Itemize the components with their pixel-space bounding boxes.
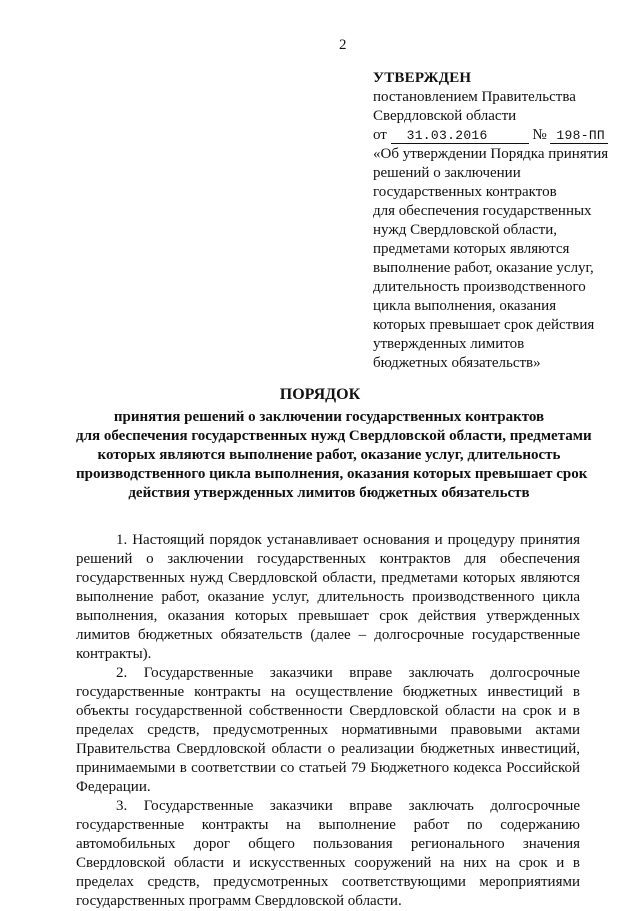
subtitle-line: принятия решений о заключении государственных контрактов xyxy=(113,409,545,425)
approval-line: постановлением Правительства xyxy=(373,89,576,105)
quote-line: бюджетных обязательств» xyxy=(373,355,541,371)
page-number: 2 xyxy=(339,37,347,53)
approval-line: Свердловской области xyxy=(373,108,517,124)
paragraph-3: 3. Государственные заказчики вправе заключать долгосрочные государственные контракты на выполнение работ по содержанию автомобильных дорог общего пользования регионального значения Свердловской области и искусственных сооружений на них на срок и в пределах средств, предусмотренных соответствующими мероприятиями государственных программ Свердловской области. xyxy=(76,798,580,909)
subtitle-line: действия утвержденных лимитов бюджетных обязательств xyxy=(128,485,530,501)
quote-line: утвержденных лимитов xyxy=(373,336,525,352)
quote-line: нужд Свердловской области, xyxy=(373,222,557,238)
date-prefix: от xyxy=(373,127,387,143)
number-prefix: № xyxy=(532,127,547,143)
document-subtitle xyxy=(76,408,592,503)
approval-date-line xyxy=(373,126,623,145)
subtitle-line: производственного цикла выполнения, оказания которых превышает срок xyxy=(76,466,588,482)
document-body xyxy=(76,531,580,911)
quote-line: цикла выполнения, оказания xyxy=(373,298,557,314)
quote-line: решений о заключении xyxy=(373,165,521,181)
approval-heading: УТВЕРЖДЕН xyxy=(373,70,472,86)
approval-number: 198-ПП xyxy=(550,128,608,144)
quote-line: для обеспечения государственных xyxy=(373,203,592,219)
quote-line: «Об утверждении Порядка принятия xyxy=(373,146,609,162)
quote-line: которых превышает срок действия xyxy=(373,317,595,333)
quote-line: предметами которых являются xyxy=(373,241,570,257)
quote-line: выполнение работ, оказание услуг, xyxy=(373,260,594,276)
approval-block xyxy=(373,69,623,373)
document-title: ПОРЯДОК xyxy=(279,386,361,403)
paragraph-2: 2. Государственные заказчики вправе заключать долгосрочные государственные контракты на осуществление бюджетных инвестиций в объекты государственной собственности Свердловской области на срок и в пределах средств, предусмотренных нормативными правовыми актами Правительства Свердловской области о реализации бюджетных инвестиций, принимаемыми в соответствии со статьей 79 Бюджетного кодекса Российской Федерации. xyxy=(76,665,580,795)
subtitle-line: для обеспечения государственных нужд Свердловской области, предметами xyxy=(76,428,592,444)
quote-line: государственных контрактов xyxy=(373,184,557,200)
quote-line: длительность производственного xyxy=(373,279,586,295)
subtitle-line: которых являются выполнение работ, оказание услуг, длительность xyxy=(97,447,561,463)
approval-date: 31.03.2016 xyxy=(391,128,529,144)
paragraph-1: 1. Настоящий порядок устанавливает основания и процедуру принятия решений о заключении государственных контрактов для обеспечения государственных нужд Свердловской области, предметами которых являются выполнение работ, оказание услуг, длительность производственного цикла выполнения, оказания которых превышает срок действия утвержденных лимитов бюджетных обязательств (далее – долгосрочные государственные контракты). xyxy=(76,532,580,662)
